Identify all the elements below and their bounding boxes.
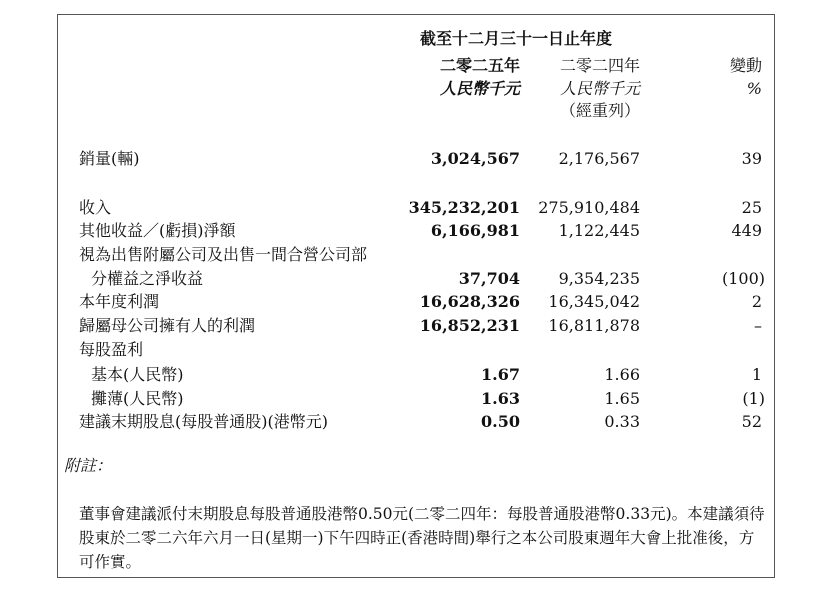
cell-2024: 16,811,878 [548,316,640,335]
cell-2025: 6,166,981 [430,221,520,240]
period-header: 截至十二月三十一日止年度 [420,29,613,48]
cell-2024: 9,354,235 [558,269,640,288]
cell-2025: 3,024,567 [430,149,520,168]
cell-2024: 16,345,042 [548,292,640,311]
col-change-unit: % [746,79,762,98]
cell-change: 449 [731,221,762,240]
row-label: 建議末期股息(每股普通股)(港幣元) [79,412,328,431]
col-2024-restated: （經重列） [559,101,640,120]
cell-2025: 16,852,231 [419,316,520,335]
cell-2025: 0.50 [481,412,520,431]
col-2024-year: 二零二四年 [559,56,640,75]
cell-change: (100) [721,269,765,288]
col-change: 變動 [729,56,762,75]
cell-change: 1 [751,365,762,384]
cell-change: 2 [751,292,762,311]
col-2025-unit: 人民幣千元 [439,79,520,98]
cell-2024: 1.66 [604,365,640,384]
note-heading: 附註： [64,456,113,475]
row-label: 攤薄(人民幣) [91,389,184,408]
cell-2025: 1.63 [481,389,520,408]
col-2025-year: 二零二五年 [439,56,520,75]
note-text: 董事會建議派付末期股息每股普通股港幣0.50元(二零二四年：每股普通股港幣0.33元)。本建議須待股東於二零二六年六月一日(星期一)下午四時正(香港時間)舉行之本公司股東週年大會上批准後，方可作實。 [79,505,765,571]
cell-change: – [754,316,762,335]
cell-2024: 1.65 [604,389,640,408]
cell-2025: 1.67 [481,365,520,384]
cell-2024: 275,910,484 [538,198,640,217]
row-label: 每股盈利 [79,340,144,359]
cell-2024: 0.33 [604,412,640,431]
row-label: 銷量(輛) [79,149,140,168]
col-2024-unit: 人民幣千元 [559,79,640,98]
row-label: 其他收益／(虧損)淨額 [79,221,236,240]
row-label: 分權益之淨收益 [91,269,204,288]
cell-change: (1) [742,389,765,408]
cell-2025: 16,628,326 [419,292,520,311]
row-label: 歸屬母公司擁有人的利潤 [79,316,256,335]
cell-change: 25 [741,198,762,217]
cell-change: 52 [741,412,762,431]
row-label: 基本(人民幣) [91,365,184,384]
cell-2024: 2,176,567 [558,149,640,168]
row-label: 本年度利潤 [79,292,160,311]
cell-2025: 37,704 [458,269,520,288]
cell-change: 39 [741,149,762,168]
cell-2025: 345,232,201 [408,198,520,217]
row-label: 視為出售附屬公司及出售一間合營公司部 [79,245,368,264]
row-label: 收入 [79,198,112,217]
cell-2024: 1,122,445 [558,221,640,240]
